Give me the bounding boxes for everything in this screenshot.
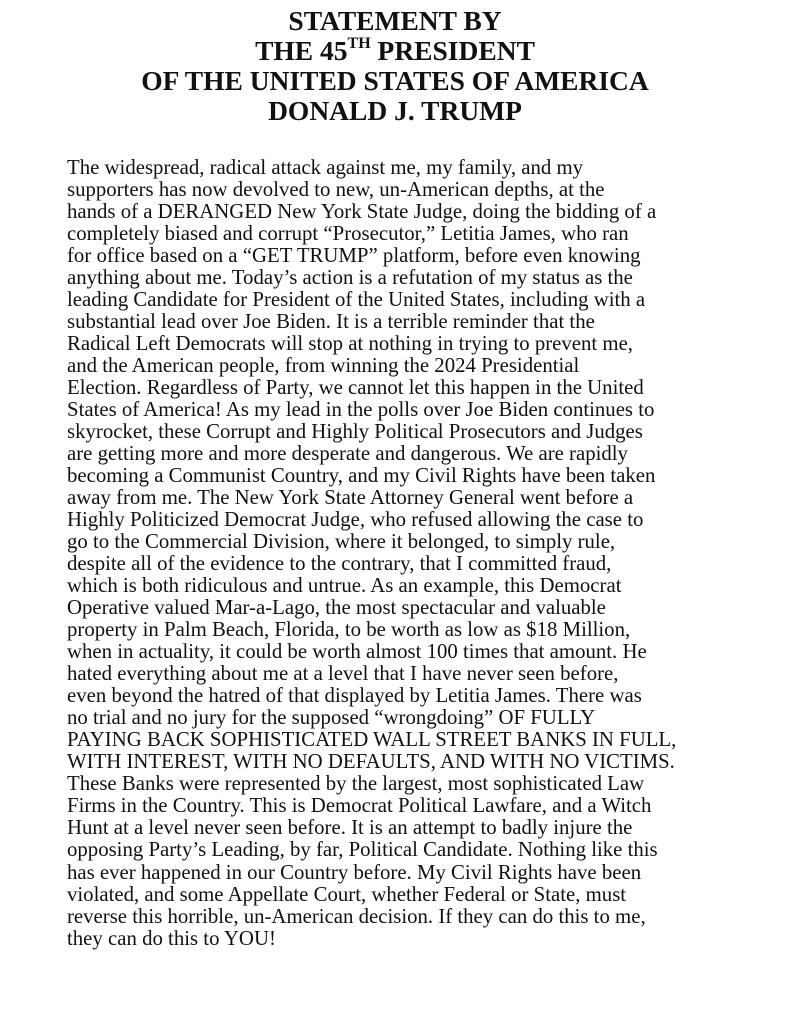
body-line: Hunt at a level never seen before. It is an attempt to badly injure the: [67, 816, 633, 840]
body-line: These Banks were represented by the largest, most sophisticated Law: [67, 772, 645, 796]
body-line: opposing Party’s Leading, by far, Political Candidate. Nothing like this: [67, 838, 658, 862]
heading-line-2-prefix: THE 45: [255, 35, 348, 66]
body-line: Operative valued Mar-a-Lago, the most spectacular and valuable: [67, 596, 606, 620]
body-line: anything about me. Today’s action is a refutation of my status as the: [67, 266, 633, 290]
heading-line-4: DONALD J. TRUMP: [268, 95, 522, 126]
heading-line-2: [0, 36, 790, 66]
body-line: when in actuality, it could be worth almost 100 times that amount. He: [67, 640, 647, 664]
heading-ordinal-superscript: TH: [347, 34, 371, 52]
body-line: go to the Commercial Division, where it belonged, to simply rule,: [67, 530, 616, 554]
body-line: WITH INTEREST, WITH NO DEFAULTS, AND WITH NO VICTIMS.: [67, 750, 675, 774]
body-line: which is both ridiculous and untrue. As an example, this Democrat: [67, 574, 622, 598]
body-line: even beyond the hatred of that displayed by Letitia James. There was: [67, 684, 642, 708]
body-line: reverse this horrible, un-American decision. If they can do this to me,: [67, 904, 646, 928]
body-line: PAYING BACK SOPHISTICATED WALL STREET BANKS IN FULL,: [67, 728, 677, 752]
body-line: States of America! As my lead in the polls over Joe Biden continues to: [67, 398, 655, 422]
body-line: Firms in the Country. This is Democrat Political Lawfare, and a Witch: [67, 794, 652, 818]
body-line: Highly Politicized Democrat Judge, who refused allowing the case to: [67, 508, 644, 532]
body-line: despite all of the evidence to the contrary, that I committed fraud,: [67, 552, 612, 576]
body-line: Election. Regardless of Party, we cannot let this happen in the United: [67, 376, 644, 400]
body-line: The widespread, radical attack against me, my family, and my: [67, 156, 584, 179]
body-line: and the American people, from winning the 2024 Presidential: [67, 354, 580, 378]
heading-line-1: STATEMENT BY: [288, 5, 502, 36]
body-line: supporters has now devolved to new, un-American depths, at the: [67, 178, 605, 202]
body-line: for office based on a “GET TRUMP” platform, before even knowing: [67, 244, 641, 268]
statement-body: [67, 157, 767, 950]
body-line: skyrocket, these Corrupt and Highly Political Prosecutors and Judges: [67, 420, 643, 444]
statement-heading: [0, 6, 790, 126]
heading-line-2-suffix: PRESIDENT: [370, 35, 535, 66]
heading-line-3: OF THE UNITED STATES OF AMERICA: [141, 65, 649, 96]
body-line: becoming a Communist Country, and my Civil Rights have been taken: [67, 464, 656, 488]
body-line: substantial lead over Joe Biden. It is a terrible reminder that the: [67, 310, 595, 334]
body-line: Radical Left Democrats will stop at nothing in trying to prevent me,: [67, 332, 634, 356]
body-line: no trial and no jury for the supposed “wrongdoing” OF FULLY: [67, 706, 596, 730]
body-line: hated everything about me at a level that I have never seen before,: [67, 662, 619, 686]
body-line: completely biased and corrupt “Prosecutor,” Letitia James, who ran: [67, 222, 629, 246]
body-line: away from me. The New York State Attorney General went before a: [67, 486, 634, 510]
body-line: has ever happened in our Country before. My Civil Rights have been: [67, 860, 642, 884]
body-line: they can do this to YOU!: [67, 926, 276, 950]
body-line: are getting more and more desperate and dangerous. We are rapidly: [67, 442, 628, 466]
body-line: violated, and some Appellate Court, whether Federal or State, must: [67, 882, 627, 906]
body-line: hands of a DERANGED New York State Judge, doing the bidding of a: [67, 200, 657, 224]
body-line: property in Palm Beach, Florida, to be worth as low as $18 Million,: [67, 618, 631, 642]
body-line: leading Candidate for President of the United States, including with a: [67, 288, 646, 312]
